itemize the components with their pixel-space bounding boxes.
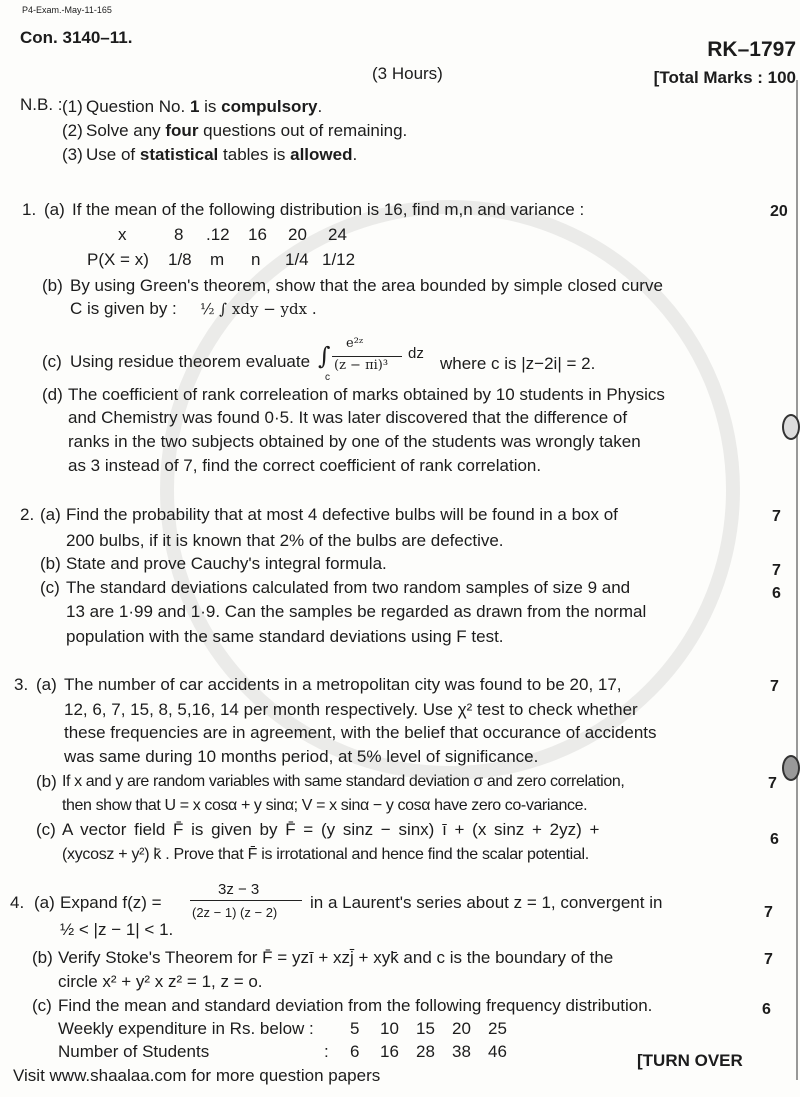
q1c-text: Using residue theorem evaluate [70, 352, 311, 371]
q3c-marks: 6 [770, 831, 779, 848]
q4b-line: circle x² + y² x z² = 1, z = o. [58, 972, 263, 991]
q1a-text: If the mean of the following distribution is 16, find m,n and variance : [72, 200, 585, 219]
table-cell: 46 [488, 1042, 507, 1061]
q3b-marks: 7 [768, 775, 777, 792]
nb-text: Solve any four questions out of remaining. [86, 121, 408, 140]
q1b-label: (b) [42, 276, 63, 295]
q2a-marks: 7 [772, 508, 781, 525]
q2b-label: (b) [40, 554, 61, 573]
nb-num: (3) [62, 145, 83, 164]
table-cell: 8 [174, 225, 184, 244]
fraction-bar [190, 900, 302, 901]
table-cell: 20 [288, 225, 307, 244]
q2b-line: State and prove Cauchy's integral formula. [66, 554, 387, 573]
binding-hole [782, 755, 800, 781]
q3b-label: (b) [36, 772, 57, 791]
table-cell: 20 [452, 1019, 471, 1038]
q1c-where: where c is |z−2i| = 2. [440, 354, 596, 373]
q3b-line: If x and y are random variables with same standard deviation σ and zero correlation, [62, 773, 625, 790]
q2c-line: The standard deviations calculated from two random samples of size 9 and [66, 578, 631, 597]
nb-num: (2) [62, 121, 83, 140]
q2c-line: population with the same standard deviations using F test. [66, 627, 504, 646]
table-cell: 5 [350, 1019, 360, 1038]
q1d-line: ranks in the two subjects obtained by one of the students was wrongly taken [68, 432, 641, 451]
table-cell: 38 [452, 1042, 471, 1061]
fraction-numerator: e²ᶻ [346, 336, 364, 351]
q1b-line: C is given by : [70, 299, 177, 318]
duration: (3 Hours) [372, 64, 443, 83]
binding-hole [782, 414, 800, 440]
turn-over: [TURN OVER [637, 1051, 743, 1070]
dz: dz [408, 345, 424, 362]
q1-number: 1. [22, 200, 37, 219]
q3a-marks: 7 [770, 678, 779, 695]
q3a-label: (a) [36, 675, 57, 694]
table-cell: n [251, 250, 261, 269]
q1a-label: (a) [44, 200, 65, 219]
table-row-label: Number of Students [58, 1042, 210, 1061]
table-cell: 1/12 [322, 250, 356, 269]
q4c-text: Find the mean and standard deviation from the following frequency distribution. [58, 996, 653, 1015]
nb-num: (1) [62, 97, 83, 116]
table-row-label: Weekly expenditure in Rs. below : [58, 1019, 314, 1038]
q3-number: 3. [14, 675, 29, 694]
fraction-denominator: (z − πi)³ [334, 358, 389, 373]
q1-marks: 20 [770, 203, 788, 220]
q2a-line: Find the probability that at most 4 defective bulbs will be found in a box of [66, 505, 618, 524]
total-marks: [Total Marks : 100 [653, 68, 796, 87]
q4a-line: ½ < |z − 1| < 1. [60, 920, 174, 939]
page-edge [796, 80, 798, 1080]
q3a-line: 12, 6, 7, 15, 8, 5,16, 14 per month respectively. Use χ² test to check whether [64, 700, 638, 719]
table-cell: 28 [416, 1042, 435, 1061]
nb-text: Question No. 1 is compulsory. [86, 97, 323, 116]
q4c-marks: 6 [762, 1001, 771, 1018]
q3a-line: these frequencies are in agreement, with the belief that occurance of accidents [64, 723, 657, 742]
q2-number: 2. [20, 505, 35, 524]
table-cell: 1/8 [168, 250, 192, 269]
q1d-line: and Chemistry was found 0·5. It was later discovered that the difference of [68, 408, 628, 427]
q4a-post: in a Laurent's series about z = 1, convergent in [310, 893, 663, 912]
footer-visit-text: Visit www.shaalaa.com for more question papers [13, 1066, 381, 1085]
q2a-label: (a) [40, 505, 61, 524]
table-cell: 25 [488, 1019, 507, 1038]
table-cell: 24 [328, 225, 347, 244]
q4b-line: Verify Stoke's Theorem for F̄ = yzī + xzj̄ + xyk̄ and c is the boundary of the [58, 948, 614, 967]
table-cell: 1/4 [285, 250, 309, 269]
q4a-marks: 7 [764, 904, 773, 921]
q3a-line: The number of car accidents in a metropolitan city was found to be 20, 17, [64, 675, 622, 694]
q3a-line: was same during 10 months period, at 5% level of significance. [64, 747, 539, 766]
q3c-line: (xycosz + y²) k̄ . Prove that F̄ is irrotational and hence find the scalar potential. [62, 846, 589, 863]
q3b-line: then show that U = x cosα + y sinα; V = x sinα − y cosα have zero co-variance. [62, 797, 588, 814]
q1d-line: The coefficient of rank correleation of marks obtained by 10 students in Physics [68, 385, 665, 404]
q4a-label: (a) [34, 893, 55, 912]
q1b-line: By using Green's theorem, show that the area bounded by simple closed curve [70, 276, 663, 295]
q4b-marks: 7 [764, 951, 773, 968]
table-colon: : [324, 1042, 329, 1061]
q3c-line: A vector field F̄ is given by F̄ = (y sinz − sinx) ī + (x sinz + 2yz) + [62, 820, 600, 839]
fraction-denominator: (2z − 1) (z − 2) [192, 905, 278, 920]
table-cell: 16 [248, 225, 267, 244]
q4b-label: (b) [32, 948, 53, 967]
q1d-line: as 3 instead of 7, find the correct coefficient of rank correlation. [68, 456, 542, 475]
q4c-label: (c) [32, 996, 52, 1015]
q3c-label: (c) [36, 820, 56, 839]
integral-sign: ∫ [318, 342, 331, 370]
table-cell: 6 [350, 1042, 360, 1061]
fraction-numerator: 3z − 3 [218, 881, 260, 898]
paper-code: RK–1797 [707, 38, 796, 61]
exam-ref: P4-Exam.-May-11-165 [22, 5, 112, 15]
table-cell: .12 [206, 225, 230, 244]
nb-text: Use of statistical tables is allowed. [86, 145, 358, 164]
table-cell: x [118, 225, 127, 244]
q4a-pre: Expand f(z) = [60, 893, 162, 912]
table-cell: 15 [416, 1019, 435, 1038]
q4-number: 4. [10, 893, 25, 912]
q1b-formula: ½ ∫ xdy − ydx . [200, 300, 317, 318]
q2c-marks: 6 [772, 585, 781, 602]
q2c-line: 13 are 1·99 and 1·9. Can the samples be regarded as drawn from the normal [66, 602, 647, 621]
q1c-label: (c) [42, 352, 62, 371]
nb-label: N.B. : [20, 95, 63, 114]
q2b-marks: 7 [772, 562, 781, 579]
table-cell: P(X = x) [87, 250, 149, 269]
table-cell: 10 [380, 1019, 399, 1038]
table-cell: m [210, 250, 225, 269]
table-cell: 16 [380, 1042, 399, 1061]
con-number: Con. 3140–11. [20, 28, 133, 47]
q1d-label: (d) [42, 385, 63, 404]
integral-sub: c [325, 372, 330, 383]
q2c-label: (c) [40, 578, 60, 597]
q2a-line: 200 bulbs, if it is known that 2% of the bulbs are defective. [66, 531, 504, 550]
